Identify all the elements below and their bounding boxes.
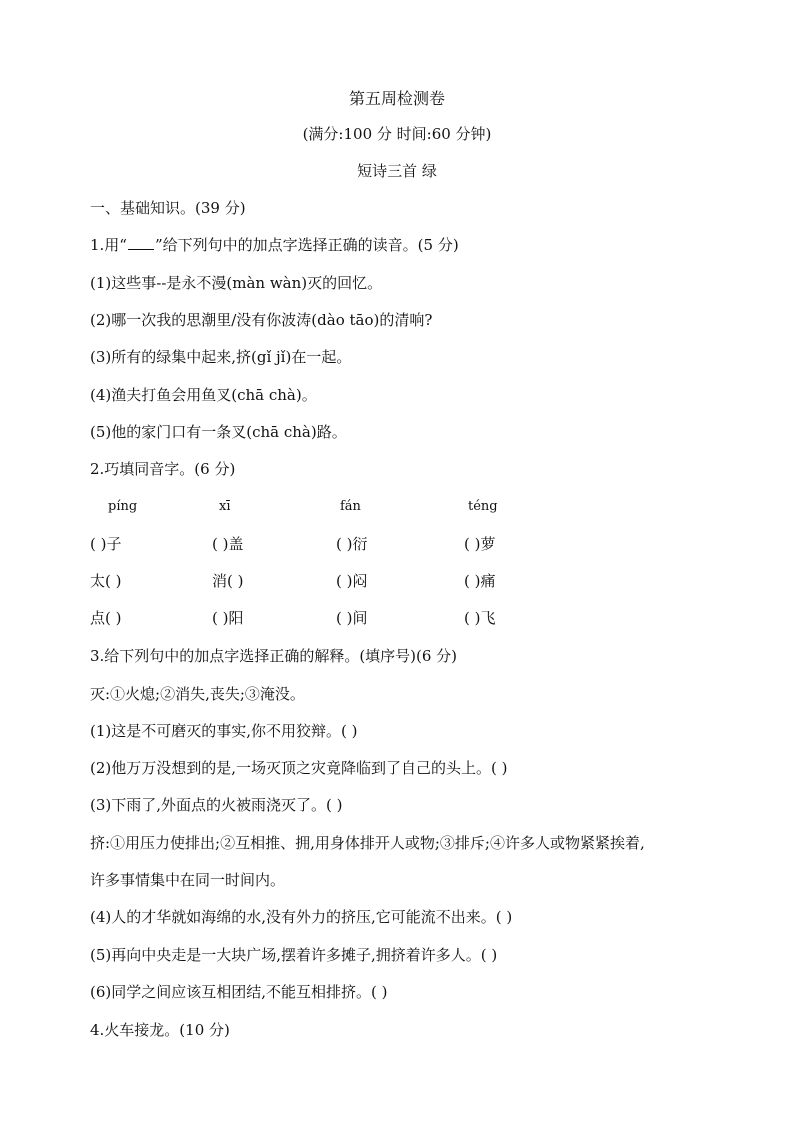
homophone-blank: 消( ) <box>212 572 244 590</box>
question-4-prompt: 4.火车接龙。(10 分) <box>90 1021 230 1039</box>
exam-title: 第五周检测卷 <box>348 89 445 108</box>
question-1-item: (2)哪一次我的思潮里/没有你波涛(dào tāo)的清响? <box>90 311 433 329</box>
question-3-item: (4)人的才华就如海绵的水,没有外力的挤压,它可能流不出来。( ) <box>90 908 513 926</box>
question-1-prompt <box>90 235 459 255</box>
pinyin-label: fán <box>340 499 361 514</box>
homophone-blank: ( )飞 <box>464 609 496 627</box>
pinyin-label: xī <box>219 499 231 514</box>
question-1-item: (4)渔夫打鱼会用鱼叉(chā chà)。 <box>90 386 317 404</box>
definition-ji-continued: 许多事情集中在同一时间内。 <box>90 871 286 889</box>
homophone-blank: ( )阳 <box>212 609 244 627</box>
homophone-blank: ( )闷 <box>336 572 368 590</box>
homophone-blank: ( )盖 <box>212 535 244 553</box>
pinyin-label: píng <box>108 499 138 514</box>
pinyin-label: téng <box>468 499 498 514</box>
homophone-blank: ( )衍 <box>336 535 368 553</box>
underline-mark <box>128 235 154 250</box>
section-heading-basics: 一、基础知识。(39 分) <box>90 199 246 217</box>
question-1-prompt-end: ”给下列句中的加点字选择正确的读音。(5 分) <box>154 236 459 254</box>
homophone-blank: 点( ) <box>90 609 122 627</box>
question-1-item: (5)他的家门口有一条叉(chā chà)路。 <box>90 423 347 441</box>
homophone-blank: ( )痛 <box>464 572 496 590</box>
question-1-item: (3)所有的绿集中起来,挤(gǐ jǐ)在一起。 <box>90 348 352 366</box>
question-1-item: (1)这些事--是永不漫(màn wàn)灭的回忆。 <box>90 274 383 292</box>
homophone-blank: 太( ) <box>90 572 122 590</box>
lesson-title: 短诗三首 绿 <box>357 162 437 180</box>
question-3-item: (3)下雨了,外面点的火被雨浇灭了。( ) <box>90 796 343 814</box>
question-2-prompt: 2.巧填同音字。(6 分) <box>90 460 236 478</box>
score-time-line: (满分:100 分 时间:60 分钟) <box>302 125 492 143</box>
question-3-item: (6)同学之间应该互相团结,不能互相排挤。( ) <box>90 983 388 1001</box>
homophone-blank: ( )子 <box>90 535 122 553</box>
question-1-prompt-start: 1.用“ <box>90 236 127 254</box>
homophone-blank: ( )萝 <box>464 535 496 553</box>
definition-mie: 灭:①火熄;②消失,丧失;③淹没。 <box>90 685 305 703</box>
question-3-prompt: 3.给下列句中的加点字选择正确的解释。(填序号)(6 分) <box>90 647 458 665</box>
question-3-item: (2)他万万没想到的是,一场灭顶之灾竟降临到了自己的头上。( ) <box>90 759 508 777</box>
definition-ji: 挤:①用压力使排出;②互相推、拥,用身体排开人或物;③排斥;④许多人或物紧紧挨着, <box>90 834 645 852</box>
question-3-item: (1)这是不可磨灭的事实,你不用狡辩。( ) <box>90 722 358 740</box>
question-3-item: (5)再向中央走是一大块广场,摆着许多摊子,拥挤着许多人。( ) <box>90 946 498 964</box>
homophone-blank: ( )间 <box>336 609 368 627</box>
